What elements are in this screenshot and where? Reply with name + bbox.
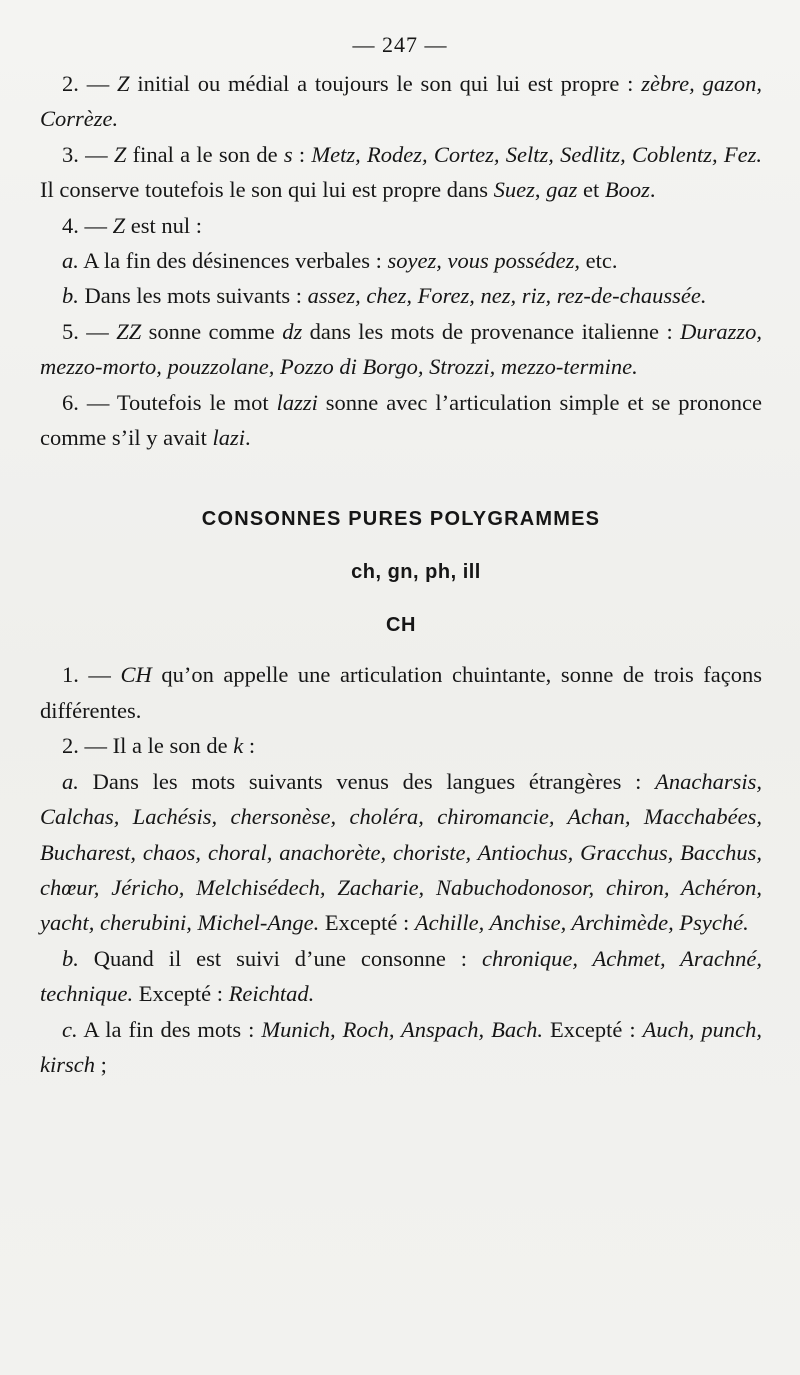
page-number: — 247 — [352,32,448,57]
paragraph-text: qu’on appelle une articulation chuintante, sonne de trois façons différentes. [40,662,762,723]
paragraph-lazzi [40,385,762,456]
example: lazzi [276,389,318,415]
paragraph-z-initial [40,66,762,137]
paragraph-text: A la fin des mots : [77,1016,262,1042]
paragraph-text: sonne comme [141,318,283,344]
paragraph-text: etc. [580,248,618,274]
paragraph-ch-intro [40,657,762,728]
paragraph-text: et [577,177,605,203]
examples: assez, chez, Forez, nez, riz, rez-de-chaussée. [307,283,707,309]
paragraph-text: dans les mots de provenance italienne : [302,318,681,344]
letter: ZZ [116,318,142,344]
paragraph-ch-k-c [40,1012,762,1083]
paragraph-text: Il conserve toutefois le son qui lui est propre dans [40,177,494,203]
item-number: 1. — [62,662,121,688]
paragraph-text: Excepté : [133,981,229,1007]
punctuation: . [244,425,251,451]
punctuation: . [649,177,656,203]
punctuation: ; [95,1051,107,1077]
paragraph-text: final a le son de [126,141,284,167]
paragraph-text: est nul : [125,212,203,238]
sub-item-letter: b. [62,945,79,971]
item-number: 2. — [62,733,113,759]
paragraph-text: A la fin des désinences verbales : [78,248,388,274]
letter: s [283,141,293,167]
paragraph-zz [40,314,762,385]
exceptions: Reichtad. [228,981,315,1007]
letter: Z [112,212,126,238]
page-body [40,66,762,1082]
subsection-title: CH [386,614,416,637]
sub-item-letter: a. [62,248,79,274]
paragraph-z-final [40,137,762,208]
paragraph-z-nul-b [40,278,762,313]
item-number: 4. — [62,212,113,238]
examples: Anacharsis, Calchas, Lachésis, chersonèse, choléra, chiromancie, Achan, Macchabées, Bucharest, chaos, choral, anachorète, choriste, Antiochus, Gracchus, Bacchus, chœur, Jéricho, Melchisédech, Zacharie, Nabuchodonosor, chiron, Achéron, yacht, cherubini, Michel-Ange. [40,768,762,936]
item-number: 6. — [62,389,117,415]
example: lazi [212,425,245,451]
punctuation: : [292,141,312,167]
examples: soyez, vous possédez, [387,248,581,274]
exceptions: Achille, Anchise, Archimède, Psyché. [414,910,749,936]
letter: Z [113,141,127,167]
sub-item-letter: c. [62,1016,78,1042]
letter: Z [117,71,130,96]
punctuation: : [243,733,256,759]
sub-item-letter: a. [62,768,79,794]
paragraph-text: initial ou médial a toujours le son qui lui est propre : [129,71,642,96]
paragraph-ch-k-a [40,764,762,941]
examples: zèbre, gazon, Corrèze. [40,71,763,132]
paragraph-text: Dans les mots suivants : [78,283,308,309]
paragraph-text: Quand il est suivi d’une consonne : [78,945,482,971]
examples: Durazzo, mezzo-morto, pouzzolane, Pozzo di Borgo, Strozzi, mezzo-termine. [40,318,763,380]
paragraph-text: sonne avec l’articulation simple et se prononce comme s’il y avait [40,389,762,451]
paragraph-text: Il a le son de [112,733,234,759]
section-subtitle: ch, gn, ph, ill [351,561,481,584]
letter: k [233,733,244,759]
letter: dz [282,318,303,344]
example: Suez [493,177,535,203]
paragraph-ch-k [40,728,762,763]
paragraph-z-nul [40,208,762,243]
sub-item-letter: b. [62,283,79,309]
paragraph-text: Excepté : [319,910,415,936]
examples: Metz, Rodez, Cortez, Seltz, Sedlitz, Coblentz, Fez. [311,141,763,167]
paragraph-ch-k-b [40,941,762,1012]
section-spacer [40,455,762,502]
examples: chronique, Achmet, Arachné, technique. [40,945,763,1007]
item-number: 3. — [62,141,114,167]
item-number: 2. — [62,71,118,96]
examples: Munich, Roch, Anspach, Bach. [261,1016,543,1042]
paragraph-text: Toutefois le mot [116,389,277,415]
letter: CH [120,662,152,688]
paragraph-text: Excepté : [542,1016,643,1042]
paragraph-z-nul-a [40,243,762,278]
paragraph-text: Dans les mots suivants venus des langues étrangères : [78,768,656,794]
section-title: CONSONNES PURES POLYGRAMMES [201,508,601,531]
exceptions: Auch, punch, kirsch [40,1016,763,1077]
punctuation: , [534,177,547,203]
item-number: 5. — [62,318,117,344]
example: gaz [546,177,578,203]
example: Booz [604,177,650,203]
